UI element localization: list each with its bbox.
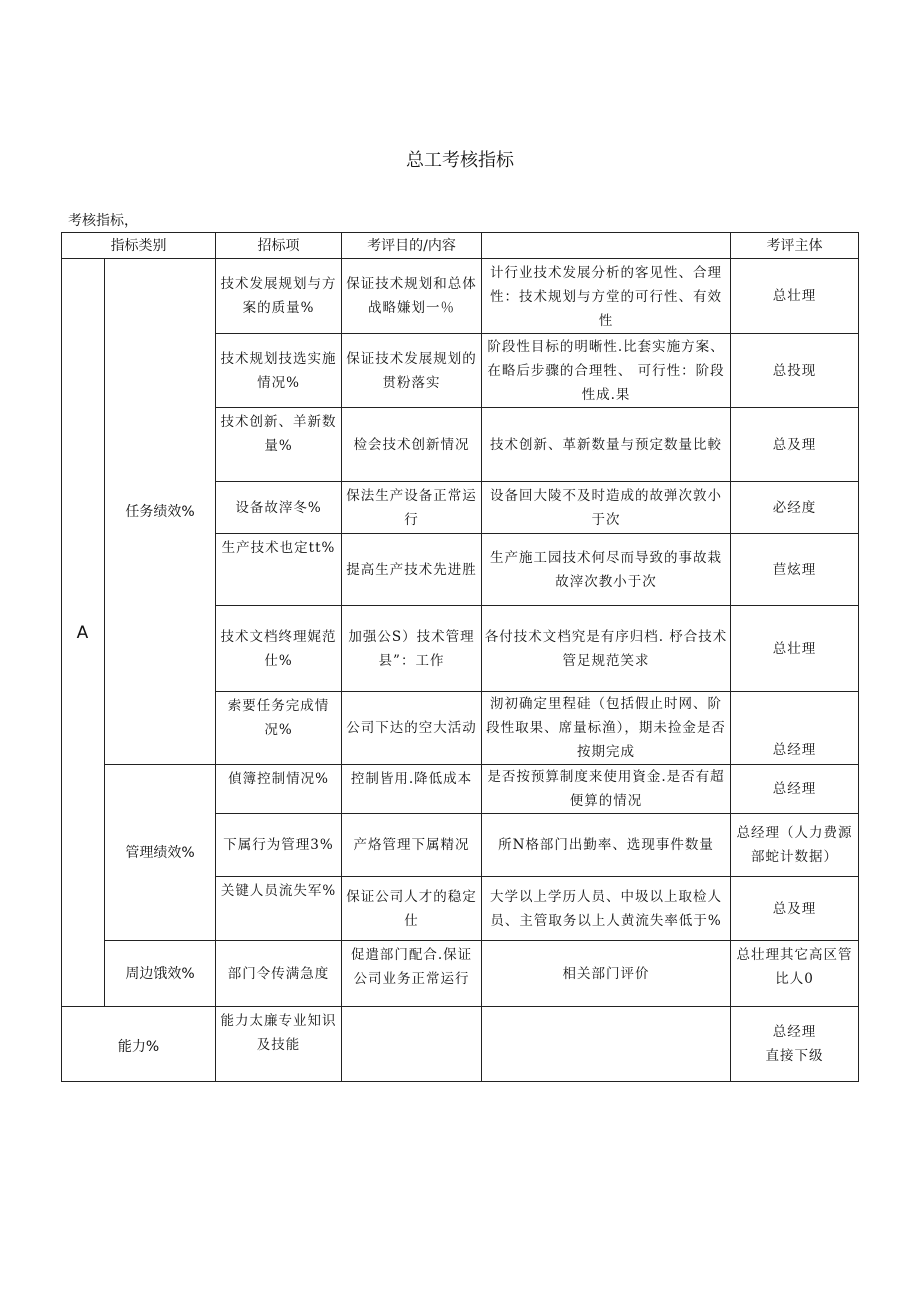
- cell-purpose: 保法生产设备正常运行: [342, 482, 482, 534]
- cell-purpose: 保证技术发展规划的贯粉落实: [342, 334, 482, 408]
- cell-content: 各付技术文档究是有序归档. 杼合技术管足规范笑求: [482, 606, 731, 692]
- cell-item: 技术发展规划与方案的质量%: [216, 259, 342, 334]
- cell-evaluator: 苣炫理: [731, 534, 859, 606]
- cell-evaluator: 总壮理: [731, 259, 859, 334]
- cell-purpose: 保证公司人才的稳定仕: [342, 877, 482, 941]
- cell-item: 关键人员流失军%: [216, 877, 342, 941]
- header-item: 招标项: [216, 233, 342, 259]
- table-row: [62, 259, 859, 334]
- cell-evaluator: 总壮理: [731, 606, 859, 692]
- table-row: [62, 941, 859, 1007]
- cell-item: 部门令传满急度: [216, 941, 342, 1007]
- cell-content: 相关部门评价: [482, 941, 731, 1007]
- cell-item: 技术文档终理娓范仕%: [216, 606, 342, 692]
- cell-item: 能力太廉专业知识及技能: [216, 1007, 342, 1082]
- cell-item: 设备故滓冬%: [216, 482, 342, 534]
- cell-purpose: 控制皆用.降低成本: [342, 765, 482, 814]
- header-content: [482, 233, 731, 259]
- cell-content: 大学以上学历人员、中圾以上取检人员、主管取务以上人黄流失率低于%: [482, 877, 731, 941]
- cell-purpose: [342, 1007, 482, 1082]
- cell-content: 技术创新、革新数量与预定数量比較: [482, 408, 731, 482]
- cell-purpose: 提高生产技术先进胜: [342, 534, 482, 606]
- cell-item: 索要任务完成情况%: [216, 692, 342, 765]
- cell-content: 是否按预算制度来使用資金.是否有超便算的情况: [482, 765, 731, 814]
- header-evaluator: 考评主体: [731, 233, 859, 259]
- cell-content: [482, 1007, 731, 1082]
- category-ability: 能力%: [62, 1007, 216, 1082]
- cell-item: 生产技术也定tt%: [216, 534, 342, 606]
- cell-evaluator: 总及理: [731, 408, 859, 482]
- cell-content: 设备回大陵不及时造成的故弹次敦小于次: [482, 482, 731, 534]
- cell-content: 生产施工园技术何尽而导致的事故栽故滓次教小于次: [482, 534, 731, 606]
- header-category: 指标类别: [62, 233, 216, 259]
- cell-purpose: 检会技术创新情况: [342, 408, 482, 482]
- table-header-row: [62, 233, 859, 259]
- table-row: [62, 1007, 859, 1082]
- header-purpose: 考评目的/内容: [342, 233, 482, 259]
- cell-item: 技术规划技选实施情况%: [216, 334, 342, 408]
- category-task: 任务绩效%: [105, 259, 216, 765]
- cell-evaluator: 总经理: [731, 692, 859, 765]
- table-row: [62, 765, 859, 814]
- cell-evaluator: 总及理: [731, 877, 859, 941]
- assessment-table: [61, 232, 859, 1082]
- section-subtitle: 考核指标，: [68, 213, 138, 229]
- cell-item: 偵簿控制情况%: [216, 765, 342, 814]
- page-title: 总工考核指标: [406, 150, 514, 171]
- cell-purpose: 加强公S）技术管理县”：工作: [342, 606, 482, 692]
- evaluator-line: 总经理: [772, 1024, 817, 1040]
- cell-content: 所N格部门出勤率、选现事件数量: [482, 814, 731, 877]
- cell-evaluator: 总经理: [731, 765, 859, 814]
- cell-content: 计行业技术发展分析的客见性、合理性：技术规划与方堂的可行性、有效性: [482, 259, 731, 334]
- cell-evaluator: 总投现: [731, 334, 859, 408]
- cell-purpose: 促遣部门配合.保证公司业务正常运行: [342, 941, 482, 1007]
- cell-purpose: 产烙管理下属精况: [342, 814, 482, 877]
- cell-evaluator: 总壮理其它高区管比人0: [731, 941, 859, 1007]
- evaluator-line: 直接下级: [765, 1048, 824, 1064]
- cell-content: 阶段性目标的明晰性.比套实施方案、在略后步骤的合理牲、 可行性：阶段性成.果: [482, 334, 731, 408]
- cell-purpose: 保证技术规划和总体战略嫌划一％: [342, 259, 482, 334]
- cell-item: 技术创新、羊新数量%: [216, 408, 342, 482]
- cell-content: 沏初确定里程硅（包括假止时网、阶段性取果、席量标渔），期未捡金是否按期完成: [482, 692, 731, 765]
- cell-evaluator: 必经度: [731, 482, 859, 534]
- cell-purpose: 公司下达的空大活动: [342, 692, 482, 765]
- cell-item: 下属行为管理3%: [216, 814, 342, 877]
- category-peripheral: 周边饿效%: [105, 941, 216, 1007]
- group-a-label: A: [62, 259, 105, 1007]
- cell-evaluator: [731, 1007, 859, 1082]
- category-management: 管理绩效%: [105, 765, 216, 941]
- cell-evaluator: 总经理（人力费源部蛇计数据）: [731, 814, 859, 877]
